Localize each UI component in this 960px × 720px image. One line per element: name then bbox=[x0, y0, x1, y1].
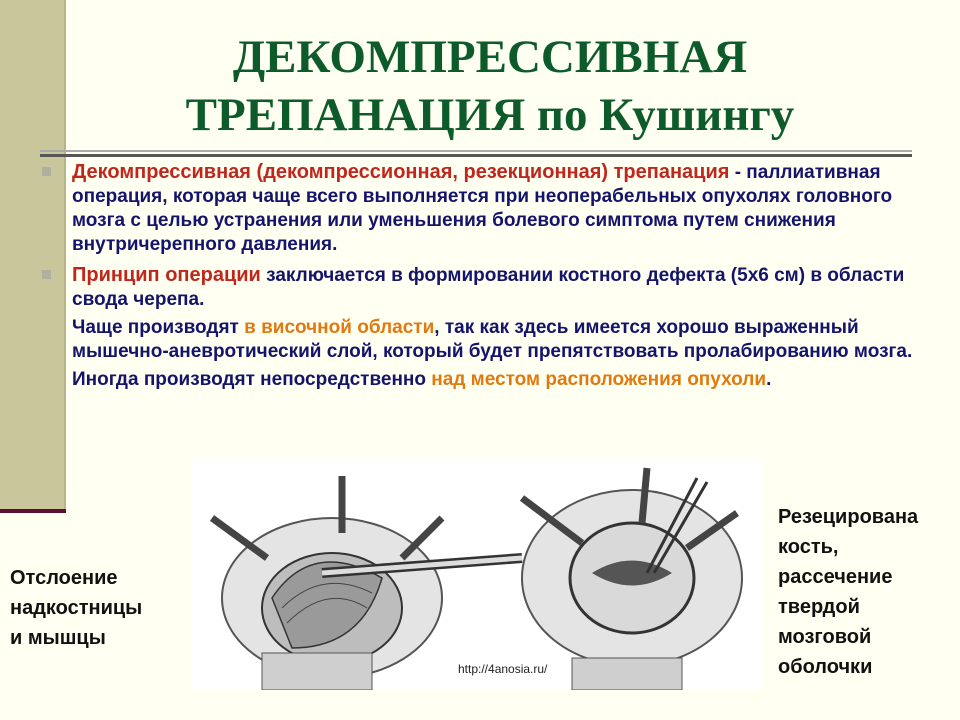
para1-end: , так как здесь имеется хорошо выраженный мышечно-аневротический слой, который будет препятствовать пролабированию мозга. bbox=[72, 317, 913, 362]
caption-left-line: надкостницы bbox=[10, 597, 143, 619]
caption-right-line: оболочки bbox=[778, 656, 873, 678]
highlight-tumor: над местом расположения опухоли bbox=[431, 369, 767, 390]
title-line-1: ДЕКОМПРЕССИВНАЯ bbox=[232, 31, 748, 83]
caption-right-line: кость, bbox=[778, 536, 839, 558]
source-watermark: http://4anosia.ru/ bbox=[458, 662, 548, 676]
caption-right-line: мозговой bbox=[778, 626, 872, 648]
slide-title bbox=[90, 28, 890, 144]
title-line-2: ТРЕПАНАЦИЯ по Кушингу bbox=[185, 89, 795, 141]
principle-text: заключается в формировании костного дефекта (5х6 см) в области свода черепа. bbox=[72, 265, 905, 310]
illustration-periosteum bbox=[212, 476, 522, 690]
title-rule bbox=[40, 154, 912, 157]
title-rule-light bbox=[40, 150, 912, 152]
bullet-principle bbox=[40, 263, 920, 312]
caption-right-line: рассечение bbox=[778, 566, 893, 588]
caption-right-line: твердой bbox=[778, 596, 860, 618]
term-decompressive: Декомпрессивная (декомпрессионная, резекционная) трепанация bbox=[72, 161, 730, 183]
caption-left-line: и мышцы bbox=[10, 627, 106, 649]
highlight-temporal: в височной области bbox=[244, 317, 435, 338]
bullet-definition bbox=[40, 160, 920, 257]
slide-body bbox=[40, 160, 920, 392]
left-decor-line bbox=[0, 509, 66, 513]
paragraph-tumor bbox=[40, 368, 920, 392]
surgery-illustrations bbox=[192, 458, 762, 690]
para2-start: Иногда производят непосредственно bbox=[72, 369, 432, 390]
definition-text: - паллиативная операция, которая чаще всего выполняется при неоперабельных опухолях головного мозга с целью устранения или уменьшения болевого симптома путем снижения внутричерепного давления. bbox=[72, 162, 893, 255]
para2-end: . bbox=[766, 369, 772, 390]
para1-start: Чаще производят bbox=[72, 317, 245, 338]
caption-right bbox=[778, 502, 918, 682]
term-principle: Принцип операции bbox=[72, 264, 261, 286]
caption-right-line: Резецирована bbox=[778, 506, 919, 528]
caption-left-line: Отслоение bbox=[10, 567, 118, 589]
paragraph-temporal bbox=[40, 316, 920, 364]
bullet-square-icon bbox=[42, 270, 51, 279]
illustration-dura bbox=[522, 468, 742, 690]
bullet-square-icon bbox=[42, 167, 51, 176]
caption-left bbox=[10, 563, 142, 653]
